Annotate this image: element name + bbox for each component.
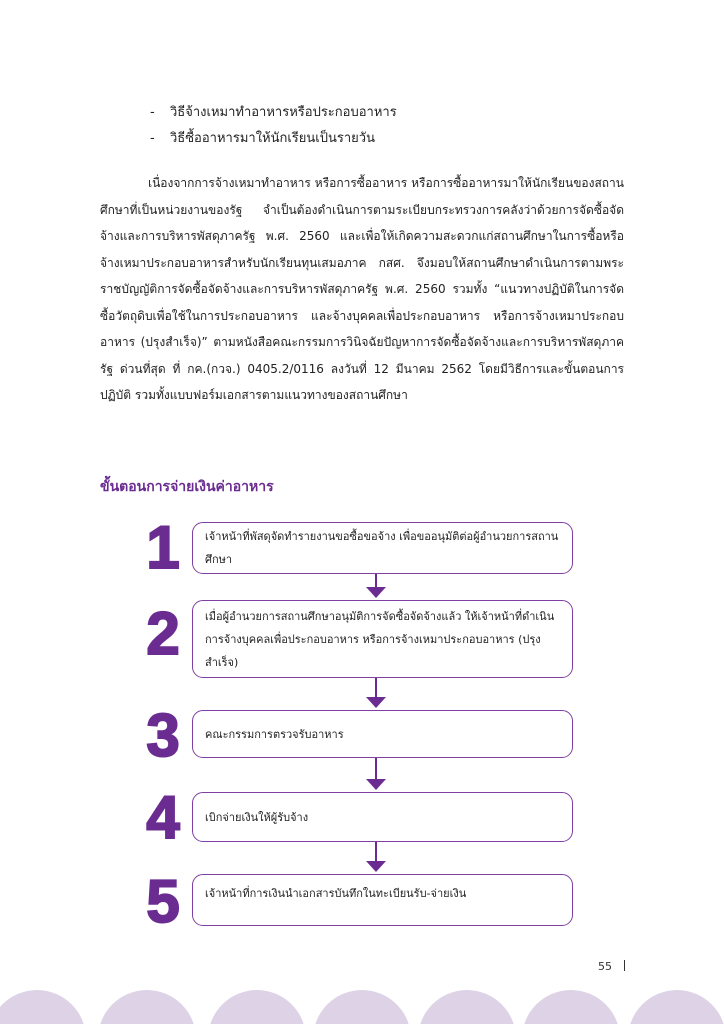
step-number: 2 (146, 600, 180, 667)
decor-circle (313, 990, 411, 1024)
step-number: 4 (146, 784, 180, 851)
step-box (192, 792, 573, 842)
step-number: 3 (146, 702, 180, 769)
footer-decoration (0, 990, 724, 1024)
body-paragraph: เนื่องจากการจ้างเหมาทำอาหาร หรือการซื้ออาหาร หรือการซื้ออาหารมาให้นักเรียนของสถานศึกษาที่เป็นหน่วยงานของรัฐ จำเป็นต้องดำเนินการตามระเบียบกระทรวงการคลังว่าด้วยการจัดซื้อจัดจ้างและการบริหารพัสดุภาครัฐ พ.ศ. 2560 และเพื่อให้เกิดความสะดวกแก่สถานศึกษาในการซื้อหรือจ้างเหมาประกอบอาหารสำหรับนักเรียนทุนเสมอภาค กสศ. จึงมอบให้สถานศึกษาดำเนินการตามพระราชบัญญัติการจัดซื้อจัดจ้างและการบริหารพัสดุภาครัฐ พ.ศ. 2560 รวมทั้ง “แนวทางปฏิบัติในการจัดซื้อวัตถุดิบเพื่อใช้ในการประกอบอาหาร และจ้างบุคคลเพื่อประกอบอาหาร หรือการจ้างเหมาประกอบอาหาร (ปรุงสำเร็จ)” ตามหนังสือคณะกรรมการวินิจฉัยปัญหาการจัดซื้อจัดจ้างและการบริหารพัสดุภาครัฐ ด่วนที่สุด ที่ กค.(กวจ.) 0405.2/0116 ลงวันที่ 12 มีนาคม 2562 โดยมีวิธีการและขั้นตอนการปฏิบัติ รวมทั้งแบบฟอร์มเอกสารตามแนวทางของสถานศึกษา (100, 176, 624, 402)
bullet-item (150, 126, 670, 152)
step-text: เจ้าหน้าที่การเงินนำเอกสารบันทึกในทะเบียนรับ-จ่ายเงิน (205, 887, 467, 900)
step-box (192, 522, 573, 574)
bullet-list (150, 100, 670, 152)
bullet-dash: - (150, 131, 155, 146)
decor-circle (208, 990, 306, 1024)
bullet-dash: - (150, 105, 155, 120)
step-text: คณะกรรมการตรวจรับอาหาร (205, 727, 344, 741)
step-box (192, 874, 573, 926)
step-text: เจ้าหน้าที่พัสดุจัดทำรายงานขอซื้อขอจ้าง เพื่อขออนุมัติต่อผู้อำนวยการสถานศึกษา (205, 530, 559, 566)
section-heading: ขั้นตอนการจ่ายเงินค่าอาหาร (100, 479, 274, 495)
step-number: 1 (146, 514, 180, 581)
decor-circle (0, 990, 86, 1024)
bullet-item (150, 100, 670, 126)
bullet-text: วิธีซื้ออาหารมาให้นักเรียนเป็นรายวัน (170, 131, 375, 146)
step-number: 5 (146, 868, 180, 935)
decor-circle (98, 990, 196, 1024)
bullet-text: วิธีจ้างเหมาทำอาหารหรือประกอบอาหาร (170, 105, 397, 120)
page-footer (598, 960, 625, 973)
footer-divider (624, 960, 625, 971)
step-box (192, 710, 573, 758)
decor-circle (522, 990, 620, 1024)
decor-circle (628, 990, 724, 1024)
step-box (192, 600, 573, 678)
page-number: 55 (598, 960, 612, 973)
step-text: เมื่อผู้อำนวยการสถานศึกษาอนุมัติการจัดซื้อจัดจ้างแล้ว ให้เจ้าหน้าที่ดำเนินการจ้างบุคคลเพื่อประกอบอาหาร หรือการจ้างเหมาประกอบอาหาร (ปรุงสำเร็จ) (205, 609, 555, 669)
decor-circle (418, 990, 516, 1024)
step-text: เบิกจ่ายเงินให้ผู้รับจ้าง (205, 810, 309, 824)
